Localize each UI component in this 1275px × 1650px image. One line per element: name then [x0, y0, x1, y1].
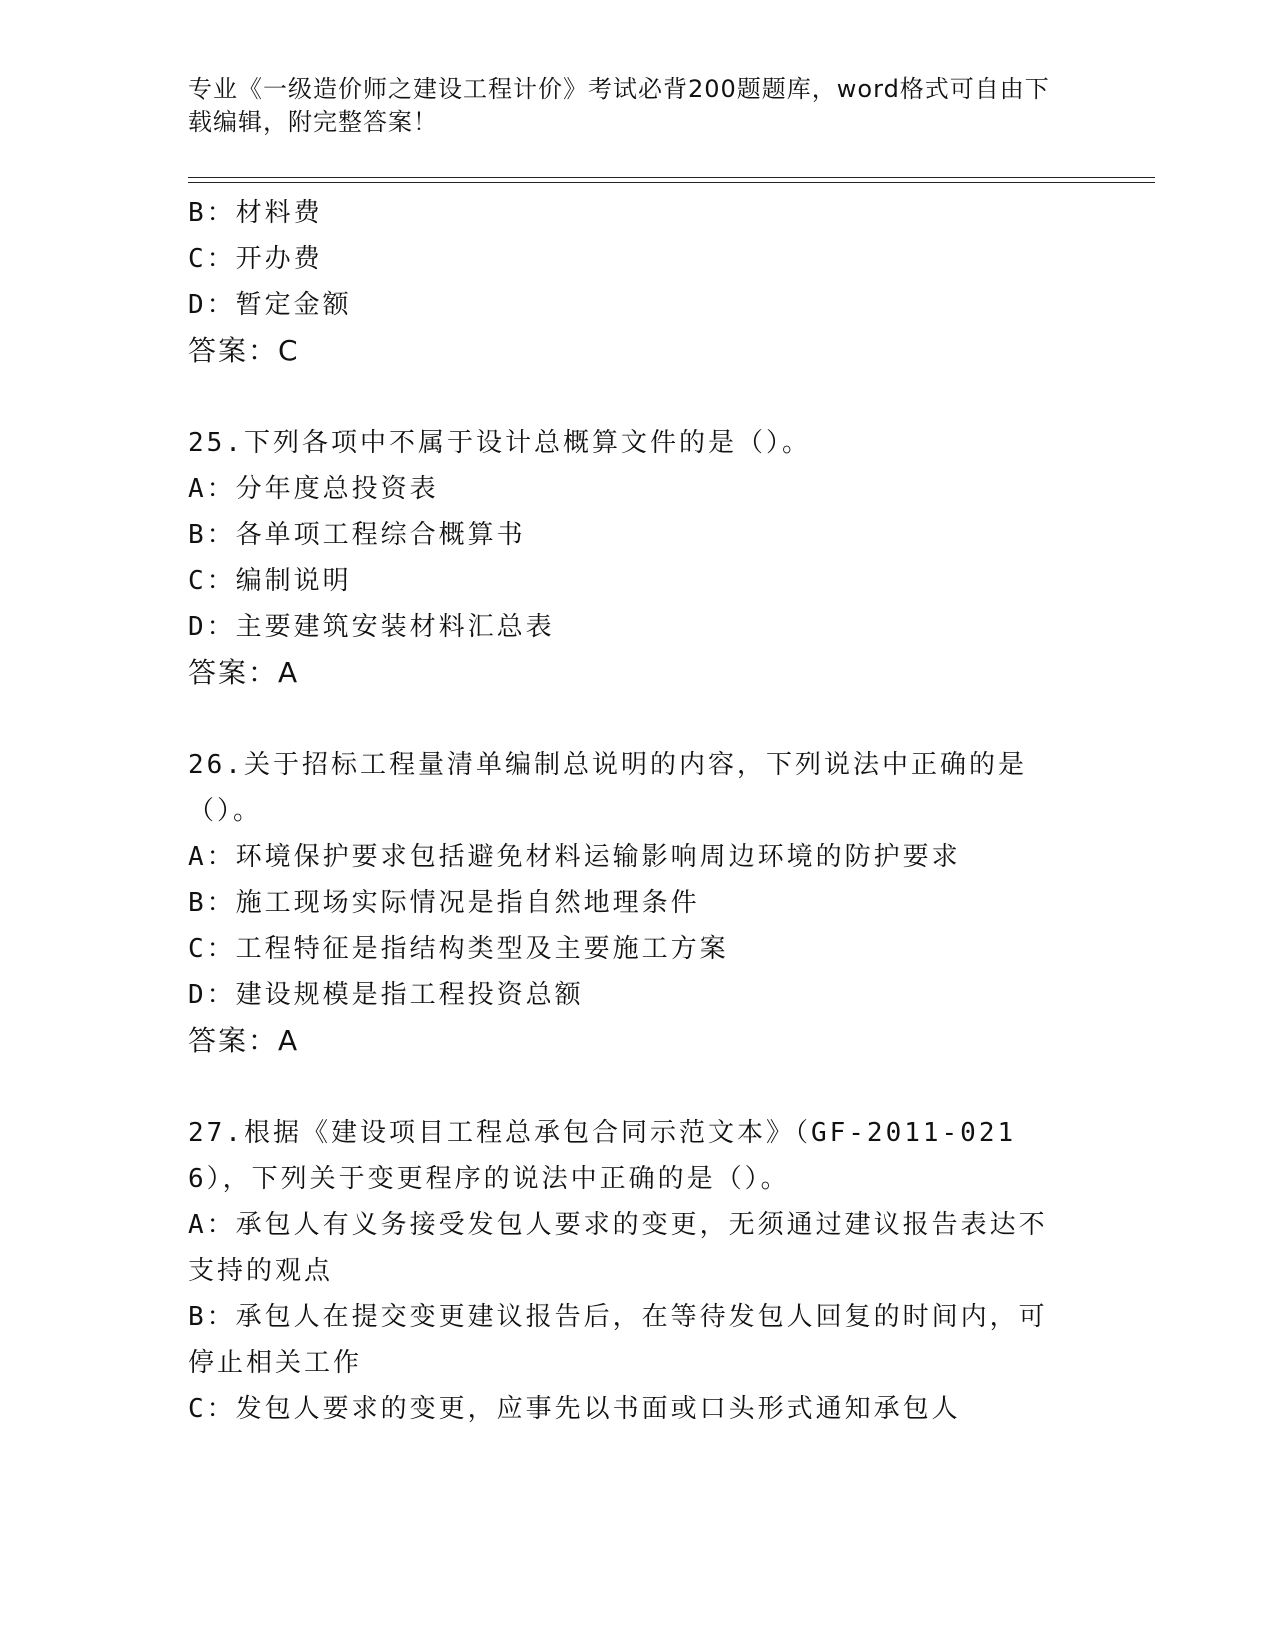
question-block-26 — [188, 742, 1088, 1064]
option-d: D：建设规模是指工程投资总额 — [188, 980, 584, 1010]
question-text: 27.根据《建设项目工程总承包合同示范文本》（GF-2011-0216），下列关于变更程序的说法中正确的是（）。 — [188, 1118, 1017, 1194]
question-list — [188, 190, 1088, 1432]
document-header: 专业《一级造价师之建设工程计价》考试必背200题题库，word格式可自由下载编辑，附完整答案！ — [188, 75, 1050, 136]
header-divider-bottom — [188, 182, 1155, 183]
option-d: D：主要建筑安装材料汇总表 — [188, 612, 555, 642]
option-c: C：开办费 — [188, 244, 323, 274]
option-b: B：承包人在提交变更建议报告后，在等待发包人回复的时间内，可停止相关工作 — [188, 1302, 1048, 1378]
option-c: C：编制说明 — [188, 566, 352, 596]
option-c: C：发包人要求的变更，应事先以书面或口头形式通知承包人 — [188, 1394, 961, 1424]
header-divider-top — [188, 177, 1155, 178]
question-text: 26.关于招标工程量清单编制总说明的内容，下列说法中正确的是（）。 — [188, 750, 1027, 826]
question-block-24 — [188, 190, 1088, 374]
option-c: C：工程特征是指结构类型及主要施工方案 — [188, 934, 729, 964]
answer-text: 答案：A — [188, 656, 300, 689]
question-block-27 — [188, 1110, 1088, 1432]
option-d: D：暂定金额 — [188, 290, 352, 320]
answer-text: 答案：C — [188, 334, 300, 367]
question-block-25 — [188, 420, 1088, 696]
option-b: B：各单项工程综合概算书 — [188, 520, 526, 550]
option-b: B：材料费 — [188, 198, 323, 228]
option-a: A：环境保护要求包括避免材料运输影响周边环境的防护要求 — [188, 842, 961, 872]
question-text: 25.下列各项中不属于设计总概算文件的是（）。 — [188, 428, 811, 458]
option-b: B：施工现场实际情况是指自然地理条件 — [188, 888, 700, 918]
option-a: A：分年度总投资表 — [188, 474, 439, 504]
option-a: A：承包人有义务接受发包人要求的变更，无须通过建议报告表达不支持的观点 — [188, 1210, 1048, 1286]
answer-text: 答案：A — [188, 1024, 300, 1057]
